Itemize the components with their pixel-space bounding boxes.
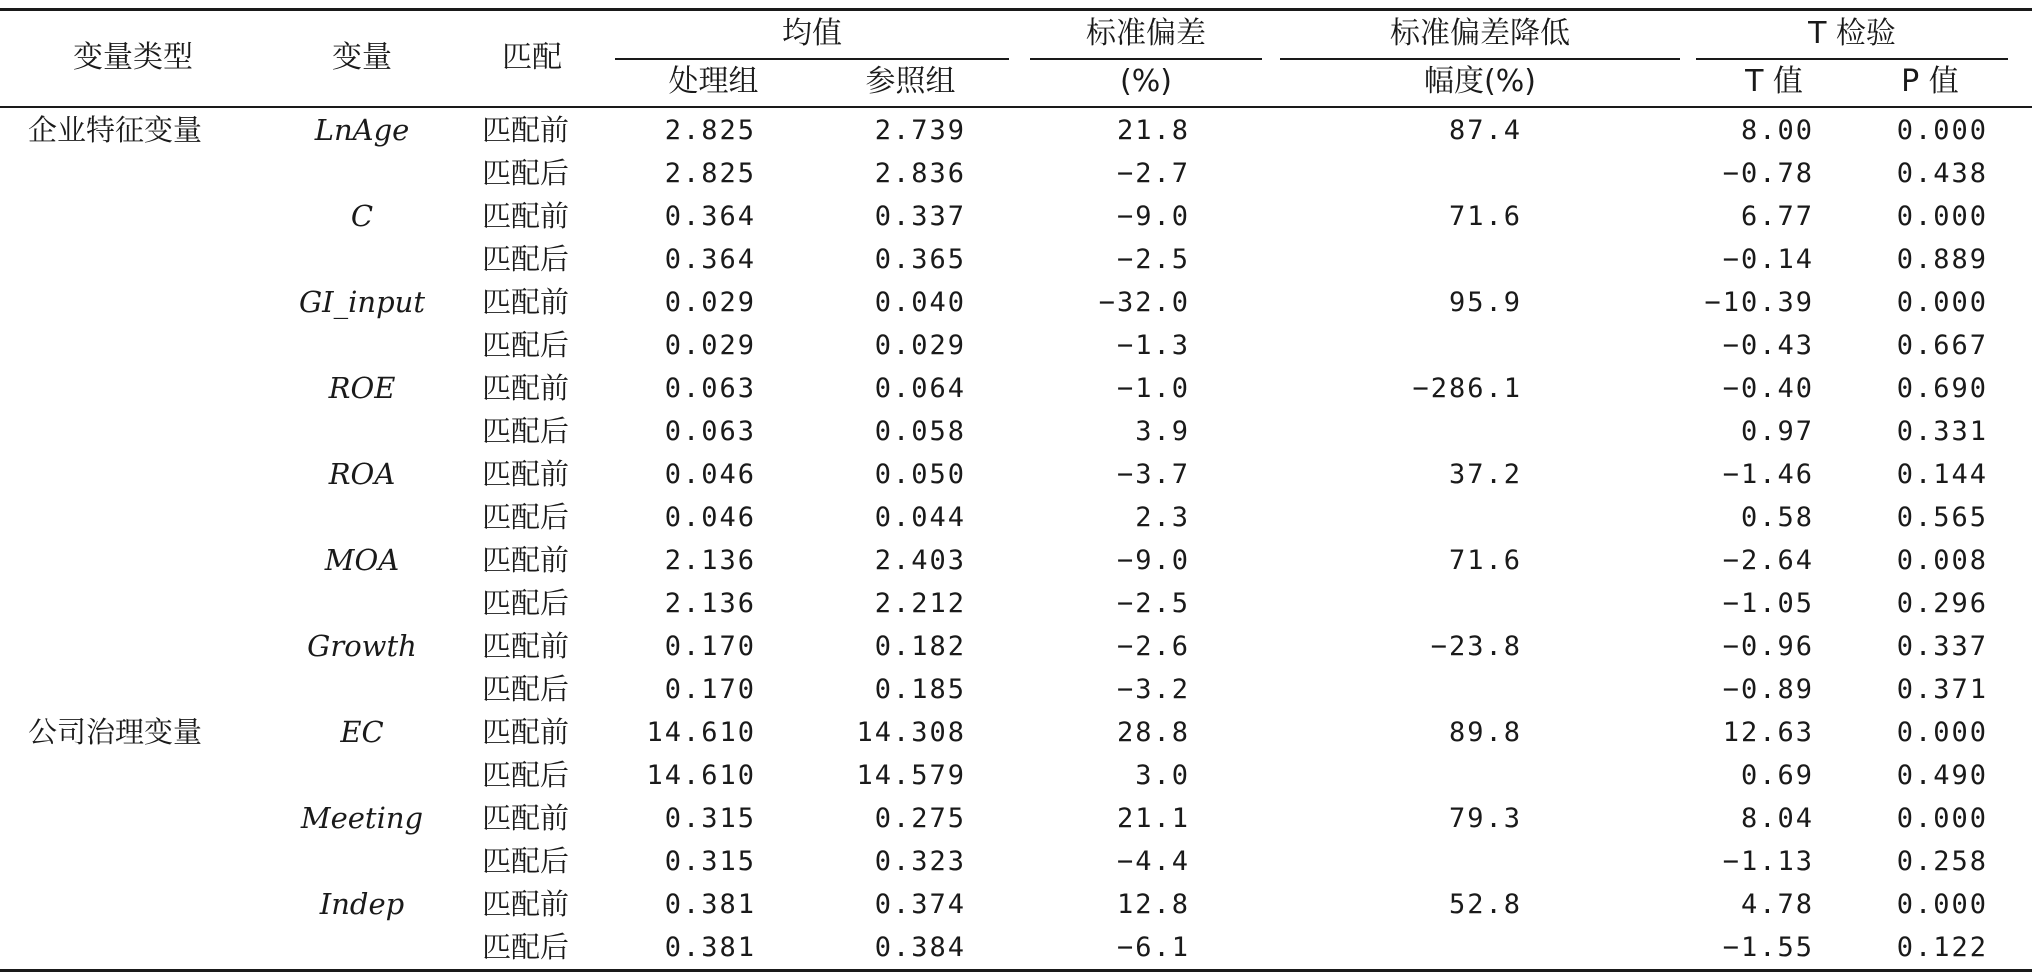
cell-t: −1.55	[1722, 932, 1814, 963]
cell-reduction: −23.8	[1430, 631, 1522, 662]
cell-sd: −9.0	[1116, 201, 1190, 232]
cell-t: −1.13	[1722, 846, 1814, 877]
cell-match: 匹配前	[482, 629, 570, 663]
cell-reduction: 71.6	[1448, 545, 1522, 576]
cell-match: 匹配后	[482, 930, 570, 964]
cell-type	[28, 539, 238, 582]
cell-match: 匹配后	[482, 758, 570, 792]
cell-t: −0.78	[1722, 158, 1814, 189]
cell-control: 2.739	[874, 115, 966, 146]
cell-type	[28, 582, 238, 625]
cell-reduction: 89.8	[1448, 717, 1522, 748]
mean-subrule	[615, 58, 1009, 60]
cell-control: 0.337	[874, 201, 966, 232]
cell-reduction: 37.2	[1448, 459, 1522, 490]
cell-treated: 14.610	[646, 717, 756, 748]
cell-control: 2.212	[874, 588, 966, 619]
cell-sd: −1.3	[1116, 330, 1190, 361]
table-row	[0, 582, 2032, 625]
cell-treated: 0.029	[664, 287, 756, 318]
cell-treated: 0.046	[664, 502, 756, 533]
table-row	[0, 840, 2032, 883]
cell-treated: 2.825	[664, 115, 756, 146]
cell-reduction	[1290, 582, 1522, 625]
cell-type	[28, 195, 238, 238]
cell-control: 0.029	[874, 330, 966, 361]
cell-t: 4.78	[1740, 889, 1814, 920]
cell-sd: 3.0	[1135, 760, 1190, 791]
cell-control: 2.836	[874, 158, 966, 189]
cell-control: 14.308	[856, 717, 966, 748]
cell-reduction: 87.4	[1448, 115, 1522, 146]
cell-control: 0.323	[874, 846, 966, 877]
cell-control: 0.040	[874, 287, 966, 318]
cell-variable: GI_input	[299, 285, 425, 319]
cell-t: 0.97	[1740, 416, 1814, 447]
cell-variable	[262, 496, 462, 539]
cell-match: 匹配前	[482, 285, 570, 319]
cell-p: 0.371	[1896, 674, 1988, 705]
sd-reduction-subrule	[1280, 58, 1680, 60]
cell-type	[28, 754, 238, 797]
cell-sd: 3.9	[1135, 416, 1190, 447]
table-row	[0, 281, 2032, 324]
cell-reduction: 95.9	[1448, 287, 1522, 318]
cell-match: 匹配后	[482, 500, 570, 534]
cell-sd: −6.1	[1116, 932, 1190, 963]
cell-variable: ROE	[328, 371, 396, 405]
bottom-rule	[0, 969, 2032, 972]
cell-type: 公司治理变量	[28, 715, 203, 749]
cell-match: 匹配前	[482, 543, 570, 577]
cell-t: 12.63	[1722, 717, 1814, 748]
header-sd-reduction: 标准偏差降低	[1390, 16, 1570, 51]
cell-type	[28, 625, 238, 668]
cell-sd: 21.1	[1116, 803, 1190, 834]
cell-type	[28, 453, 238, 496]
cell-match: 匹配前	[482, 371, 570, 405]
cell-p: 0.000	[1896, 115, 1988, 146]
sd-subrule	[1030, 58, 1262, 60]
cell-variable: MOA	[324, 543, 400, 577]
cell-sd: −9.0	[1116, 545, 1190, 576]
cell-control: 0.050	[874, 459, 966, 490]
cell-t: 6.77	[1740, 201, 1814, 232]
header-sd-unit: (%)	[1120, 64, 1172, 99]
cell-p: 0.331	[1896, 416, 1988, 447]
cell-treated: 14.610	[646, 760, 756, 791]
cell-sd: −2.5	[1116, 588, 1190, 619]
header-variable: 变量	[332, 40, 392, 75]
cell-treated: 0.170	[664, 631, 756, 662]
table-row	[0, 195, 2032, 238]
cell-reduction	[1290, 496, 1522, 539]
table-row	[0, 668, 2032, 711]
top-rule	[0, 8, 2032, 11]
cell-variable: EC	[340, 715, 384, 749]
cell-reduction: 52.8	[1448, 889, 1522, 920]
cell-sd: −2.5	[1116, 244, 1190, 275]
cell-sd: 28.8	[1116, 717, 1190, 748]
header-control: 参照组	[865, 64, 956, 99]
cell-variable	[262, 668, 462, 711]
cell-p: 0.000	[1896, 803, 1988, 834]
cell-reduction	[1290, 238, 1522, 281]
cell-treated: 2.136	[664, 588, 756, 619]
cell-reduction	[1290, 668, 1522, 711]
cell-sd: −3.7	[1116, 459, 1190, 490]
table-row	[0, 711, 2032, 754]
header-treated: 处理组	[668, 64, 759, 99]
table-row	[0, 883, 2032, 926]
cell-t: −0.43	[1722, 330, 1814, 361]
cell-p: 0.008	[1896, 545, 1988, 576]
cell-p: 0.000	[1896, 717, 1988, 748]
cell-treated: 0.381	[664, 889, 756, 920]
cell-t: −1.46	[1722, 459, 1814, 490]
cell-p: 0.337	[1896, 631, 1988, 662]
cell-treated: 0.315	[664, 846, 756, 877]
cell-sd: −3.2	[1116, 674, 1190, 705]
cell-type	[28, 281, 238, 324]
cell-control: 2.403	[874, 545, 966, 576]
header-sd: 标准偏差	[1086, 16, 1206, 51]
cell-p: 0.667	[1896, 330, 1988, 361]
cell-variable	[262, 238, 462, 281]
cell-control: 0.384	[874, 932, 966, 963]
cell-p: 0.438	[1896, 158, 1988, 189]
t-test-subrule	[1696, 58, 2008, 60]
cell-t: −2.64	[1722, 545, 1814, 576]
cell-t: 8.04	[1740, 803, 1814, 834]
cell-p: 0.144	[1896, 459, 1988, 490]
cell-type	[28, 324, 238, 367]
table-row	[0, 926, 2032, 969]
cell-control: 0.185	[874, 674, 966, 705]
cell-treated: 2.825	[664, 158, 756, 189]
cell-match: 匹配后	[482, 586, 570, 620]
cell-variable	[262, 152, 462, 195]
cell-p: 0.122	[1896, 932, 1988, 963]
cell-match: 匹配后	[482, 156, 570, 190]
cell-control: 0.182	[874, 631, 966, 662]
cell-reduction	[1290, 754, 1522, 797]
cell-reduction	[1290, 324, 1522, 367]
cell-variable: C	[350, 199, 374, 233]
cell-match: 匹配后	[482, 328, 570, 362]
cell-control: 0.365	[874, 244, 966, 275]
header-rule	[0, 106, 2032, 108]
cell-treated: 0.046	[664, 459, 756, 490]
cell-type	[28, 883, 238, 926]
cell-reduction: 79.3	[1448, 803, 1522, 834]
cell-type	[28, 797, 238, 840]
table-row	[0, 238, 2032, 281]
cell-type	[28, 410, 238, 453]
cell-type	[28, 840, 238, 883]
cell-reduction	[1290, 840, 1522, 883]
cell-p: 0.258	[1896, 846, 1988, 877]
cell-reduction: 71.6	[1448, 201, 1522, 232]
cell-match: 匹配后	[482, 672, 570, 706]
cell-t: −0.40	[1722, 373, 1814, 404]
header-t-test: T 检验	[1808, 16, 1896, 51]
table-row	[0, 367, 2032, 410]
cell-treated: 0.315	[664, 803, 756, 834]
cell-sd: 21.8	[1116, 115, 1190, 146]
table-row	[0, 625, 2032, 668]
cell-match: 匹配后	[482, 844, 570, 878]
cell-sd: 12.8	[1116, 889, 1190, 920]
cell-reduction	[1290, 926, 1522, 969]
cell-control: 0.374	[874, 889, 966, 920]
cell-sd: −1.0	[1116, 373, 1190, 404]
cell-type: 企业特征变量	[28, 113, 203, 147]
cell-variable	[262, 324, 462, 367]
cell-reduction	[1290, 410, 1522, 453]
cell-t: 0.58	[1740, 502, 1814, 533]
cell-type	[28, 926, 238, 969]
cell-t: 0.69	[1740, 760, 1814, 791]
cell-p: 0.690	[1896, 373, 1988, 404]
cell-control: 14.579	[856, 760, 966, 791]
cell-control: 0.044	[874, 502, 966, 533]
cell-treated: 0.063	[664, 373, 756, 404]
cell-variable: ROA	[328, 457, 396, 491]
cell-treated: 0.364	[664, 244, 756, 275]
cell-p: 0.565	[1896, 502, 1988, 533]
cell-reduction	[1290, 152, 1522, 195]
table-row	[0, 496, 2032, 539]
cell-variable	[262, 582, 462, 625]
cell-t: 8.00	[1740, 115, 1814, 146]
cell-t: −1.05	[1722, 588, 1814, 619]
cell-p: 0.000	[1896, 201, 1988, 232]
header-match: 匹配	[502, 40, 562, 75]
cell-match: 匹配后	[482, 414, 570, 448]
cell-variable	[262, 926, 462, 969]
cell-variable	[262, 840, 462, 883]
cell-treated: 2.136	[664, 545, 756, 576]
cell-match: 匹配前	[482, 113, 570, 147]
cell-t: −0.96	[1722, 631, 1814, 662]
cell-treated: 0.170	[664, 674, 756, 705]
cell-type	[28, 668, 238, 711]
cell-control: 0.058	[874, 416, 966, 447]
table-row	[0, 754, 2032, 797]
header-mean: 均值	[782, 16, 842, 51]
cell-variable: Meeting	[300, 801, 424, 835]
header-t-value: T 值	[1745, 64, 1803, 99]
cell-sd: −4.4	[1116, 846, 1190, 877]
cell-t: −0.14	[1722, 244, 1814, 275]
cell-p: 0.000	[1896, 889, 1988, 920]
cell-match: 匹配前	[482, 801, 570, 835]
cell-sd: −2.7	[1116, 158, 1190, 189]
table-row	[0, 152, 2032, 195]
cell-t: −10.39	[1704, 287, 1814, 318]
table-row	[0, 797, 2032, 840]
cell-control: 0.064	[874, 373, 966, 404]
cell-type	[28, 238, 238, 281]
cell-sd: 2.3	[1135, 502, 1190, 533]
cell-type	[28, 367, 238, 410]
cell-match: 匹配前	[482, 199, 570, 233]
cell-variable	[262, 754, 462, 797]
cell-match: 匹配前	[482, 887, 570, 921]
cell-treated: 0.381	[664, 932, 756, 963]
cell-p: 0.490	[1896, 760, 1988, 791]
table-row	[0, 410, 2032, 453]
table-row	[0, 324, 2032, 367]
cell-treated: 0.364	[664, 201, 756, 232]
cell-t: −0.89	[1722, 674, 1814, 705]
header-sd-reduction-unit: 幅度(%)	[1424, 64, 1536, 99]
cell-reduction: −286.1	[1412, 373, 1522, 404]
cell-treated: 0.029	[664, 330, 756, 361]
cell-variable	[262, 410, 462, 453]
cell-variable: Indep	[319, 887, 405, 921]
cell-p: 0.889	[1896, 244, 1988, 275]
cell-p: 0.296	[1896, 588, 1988, 619]
cell-sd: −2.6	[1116, 631, 1190, 662]
table-row	[0, 453, 2032, 496]
cell-p: 0.000	[1896, 287, 1988, 318]
cell-type	[28, 152, 238, 195]
cell-match: 匹配前	[482, 715, 570, 749]
cell-variable: LnAge	[314, 113, 410, 147]
table-row	[0, 539, 2032, 582]
cell-variable: Growth	[307, 629, 417, 663]
cell-treated: 0.063	[664, 416, 756, 447]
header-p-value: P 值	[1901, 64, 1959, 99]
cell-match: 匹配前	[482, 457, 570, 491]
table-row	[0, 109, 2032, 152]
cell-sd: −32.0	[1098, 287, 1190, 318]
cell-type	[28, 496, 238, 539]
cell-match: 匹配后	[482, 242, 570, 276]
cell-control: 0.275	[874, 803, 966, 834]
header-variable-type: 变量类型	[73, 40, 193, 75]
